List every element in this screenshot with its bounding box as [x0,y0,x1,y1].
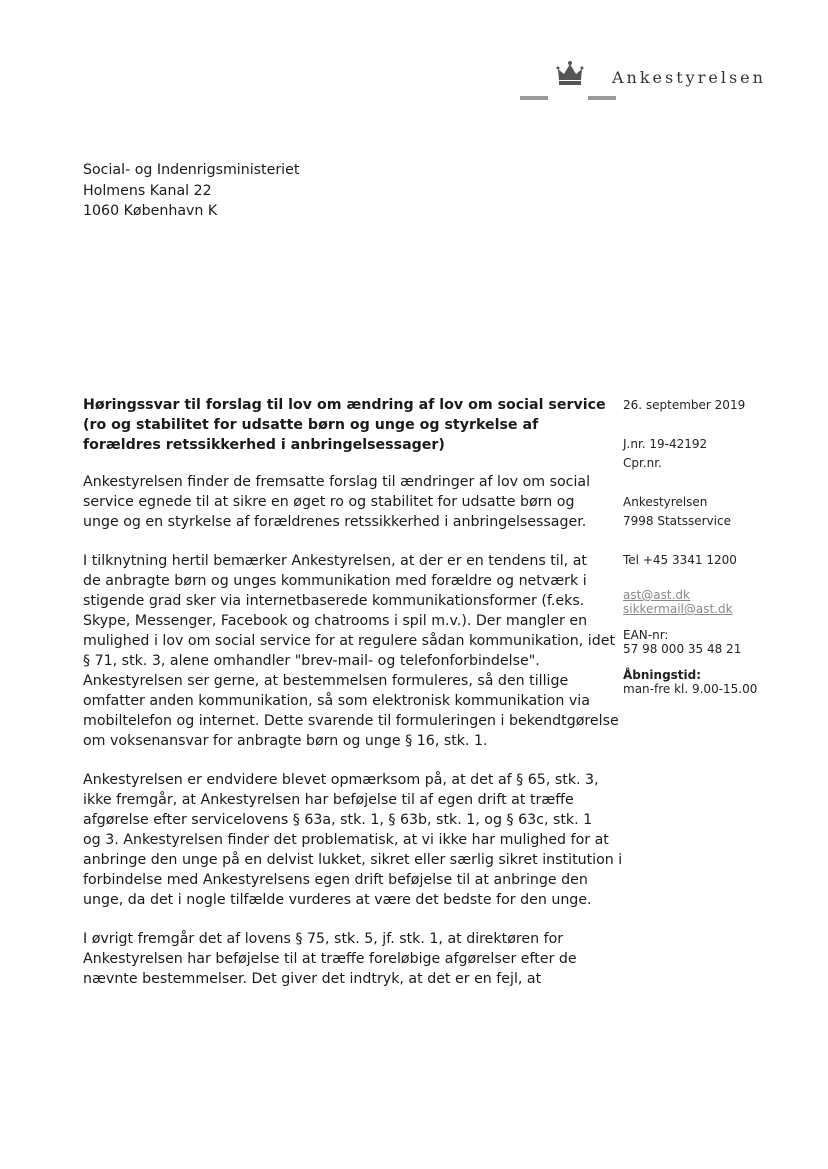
text-line: unge og en styrkelse af forældrenes retssikkerhed i anbringelsessager. [83,514,587,530]
text-line: nævnte bestemmelser. Det giver det indtryk, at det er en fejl, at [83,971,542,987]
text-line: unge, da det i nogle tilfælde vurderes at være det bedste for den unge. [83,892,592,908]
ean-label: EAN-nr: [623,628,669,642]
paragraph [83,770,623,910]
email-link[interactable]: ast@ast.dk [623,588,691,602]
text-line: ikke fremgår, at Ankestyrelsen har beføjelse til af egen drift at træffe [83,792,574,808]
text-line: og 3. Ankestyrelsen finder det problematisk, at vi ikke har mulighed for at [83,832,609,848]
ean-value: 57 98 000 35 48 21 [623,642,742,656]
text-line: forbindelse med Ankestyrelsens egen drift beføjelse til at anbringe den [83,872,588,888]
text-line: Ankestyrelsen har beføjelse til at træffe foreløbige afgørelser efter de [83,951,577,967]
letter-body [83,472,623,1008]
crown-icon [555,60,585,88]
sender-name: Ankestyrelsen [623,495,708,509]
title-line: Høringssvar til forslag til lov om ændring af lov om social service [83,397,606,413]
address-line: 1060 København K [83,203,218,219]
text-line: om voksenansvar for anbragte børn og unge § 16, stk. 1. [83,733,488,749]
text-line: mobiltelefon og internet. Dette svarende til formuleringen i bekendtgørelse [83,713,619,729]
hours-label: Åbningstid: [623,668,702,682]
paragraph [83,551,619,751]
text-line: afgørelse efter servicelovens § 63a, stk. 1, § 63b, stk. 1, og § 63c, stk. 1 [83,812,593,828]
journal-number: J.nr. 19-42192 [623,437,708,451]
text-line: § 71, stk. 3, alene omhandler "brev-mail- og telefonforbindelse". [83,653,540,669]
hours-value: man-fre kl. 9.00-15.00 [623,682,758,696]
address-line: Holmens Kanal 22 [83,182,212,199]
text-line: stigende grad sker via internetbaserede kommunikationsformer (f.eks. [83,593,585,609]
text-line: Ankestyrelsen er endvidere blevet opmærksom på, at det af § 65, stk. 3, [83,772,599,788]
text-line: service egnede til at sikre en øget ro og stabilitet for udsatte børn og [83,494,575,510]
text-line: Ankestyrelsen finder de fremsatte forslag til ændringer af lov om social [83,474,591,490]
recipient-address [83,160,299,222]
address-line: Social- og Indenrigsministeriet [83,162,300,178]
letter-title [83,395,606,455]
text-line: I tilknytning hertil bemærker Ankestyrelsen, at der er en tendens til, at [83,553,587,569]
cpr-number: Cpr.nr. [623,456,662,470]
phone-number: Tel +45 3341 1200 [623,553,737,567]
title-line: (ro og stabilitet for udsatte børn og unge og styrkelse af [83,417,539,433]
text-line: de anbragte børn og unges kommunikation med forældre og netværk i [83,573,587,589]
text-line: mulighed i lov om social service for at regulere sådan kommunikation, idet [83,633,616,649]
text-line: omfatter anden kommunikation, så som elektronisk kommunikation via [83,693,590,709]
sender-city: 7998 Statsservice [623,514,731,528]
paragraph [83,929,603,989]
text-line: I øvrigt fremgår det af lovens § 75, stk. 5, jf. stk. 1, at direktøren for [83,931,564,947]
text-line: anbringe den unge på en delvist lukket, sikret eller særlig sikret institution i [83,852,623,868]
text-line: Skype, Messenger, Facebook og chatrooms i spil m.v.). Der mangler en [83,613,588,629]
text-line: Ankestyrelsen ser gerne, at bestemmelsen formuleres, så den tillige [83,673,569,689]
ankestyrelsen-logo [555,60,815,110]
logo-stripe-left [520,96,548,100]
letter-date: 26. september 2019 [623,398,746,412]
secure-email-link[interactable]: sikkermail@ast.dk [623,602,733,616]
paragraph [83,472,603,532]
org-name: Ankestyrelsen [612,68,766,87]
logo-stripe-right [588,96,616,100]
title-line: forældres retssikkerhed i anbringelsessager) [83,437,445,453]
